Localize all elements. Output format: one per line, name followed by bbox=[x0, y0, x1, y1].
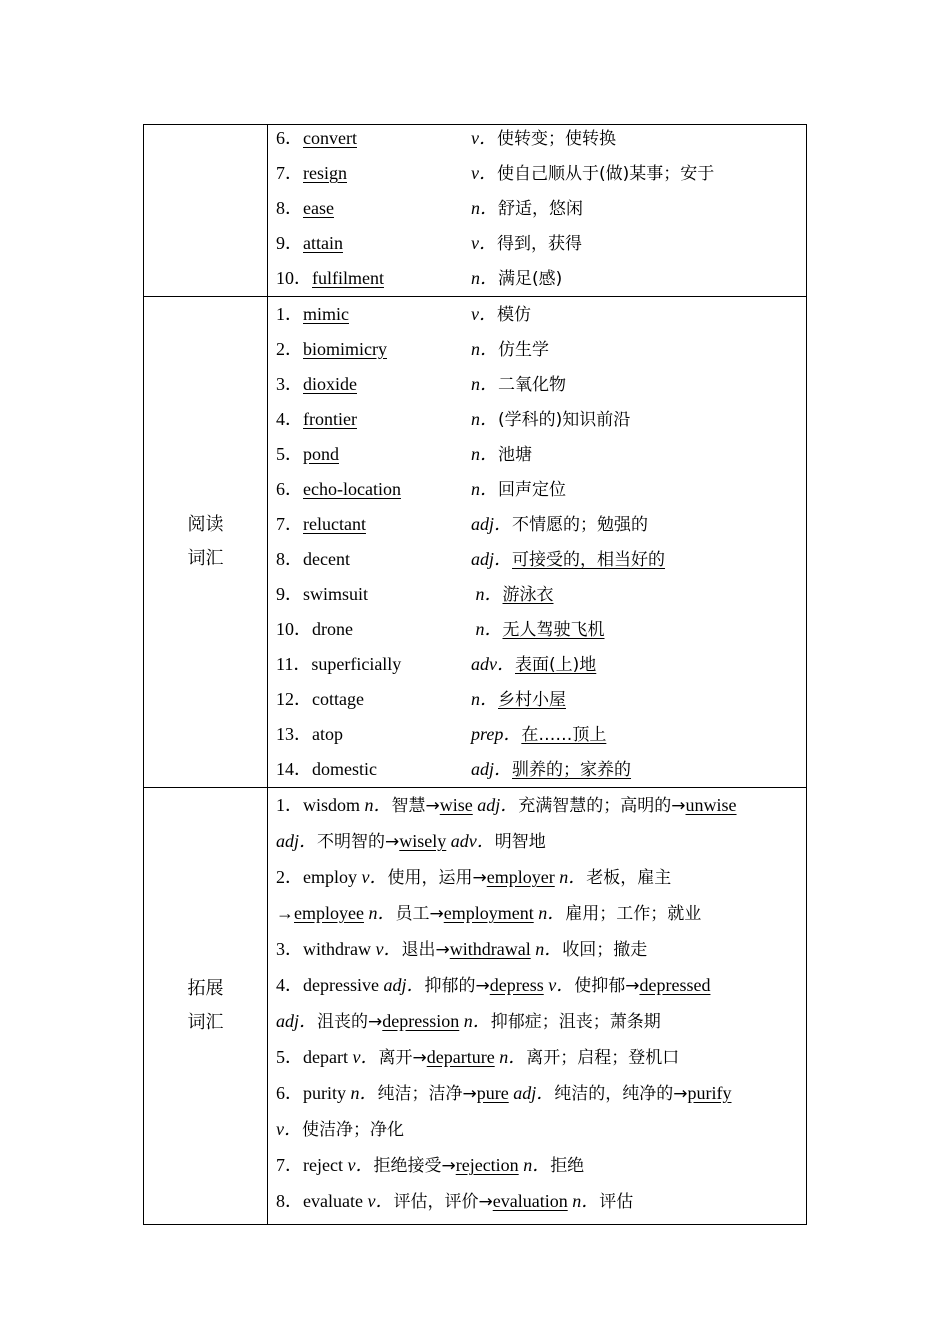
item-number: 2． bbox=[276, 339, 303, 359]
word-family-line: 1．wisdom n．智慧→wise adj．充满智慧的；高明的→unwise bbox=[276, 795, 737, 816]
item-number: 3． bbox=[276, 374, 303, 394]
section-label-line: 词汇 bbox=[187, 1012, 224, 1033]
part-of-speech: prep． bbox=[471, 724, 522, 744]
vocab-word: biomimicry bbox=[303, 339, 387, 359]
vocab-row bbox=[276, 226, 806, 261]
item-number: 7． bbox=[276, 514, 303, 534]
vocab-word: fulfilment bbox=[312, 268, 384, 288]
vocab-word: frontier bbox=[303, 409, 357, 429]
item-number: 6． bbox=[276, 479, 303, 499]
vocab-row bbox=[276, 612, 806, 647]
vocab-row bbox=[276, 121, 806, 156]
vocab-row bbox=[276, 472, 806, 507]
vocab-word: pond bbox=[303, 444, 339, 464]
part-of-speech: n． bbox=[471, 444, 498, 464]
vocab-word: dioxide bbox=[303, 374, 357, 394]
answer-word: wisely bbox=[399, 831, 447, 851]
answer-word: evaluation bbox=[492, 1191, 568, 1211]
vocab-word: drone bbox=[312, 619, 353, 639]
vocab-row bbox=[276, 577, 806, 612]
part-of-speech: n． bbox=[475, 584, 503, 604]
item-number: 9． bbox=[276, 233, 303, 253]
section-content bbox=[268, 125, 806, 296]
word-family-line: adj．不明智的→wisely adv．明智地 bbox=[276, 831, 546, 852]
vocab-row bbox=[276, 682, 806, 717]
item-number: 9． bbox=[276, 584, 303, 604]
meaning-answer: 可接受的，相当好的 bbox=[512, 550, 666, 570]
word-family-line: v．使洁净；净化 bbox=[276, 1119, 404, 1140]
word-family-line: →employee n．员工→employment n．雇用；工作；就业 bbox=[276, 903, 702, 924]
item-number: 6． bbox=[276, 128, 303, 148]
answer-word: withdrawal bbox=[449, 939, 531, 959]
part-of-speech: v． bbox=[471, 128, 497, 148]
section-reading-vocabulary bbox=[144, 296, 806, 787]
part-of-speech: n． bbox=[475, 619, 503, 639]
item-number: 14． bbox=[276, 759, 312, 779]
part-of-speech: n． bbox=[471, 409, 498, 429]
meaning-answer: 驯养的；家养的 bbox=[512, 760, 632, 780]
word-family-line: 8．evaluate v．评估，评价→evaluation n．评估 bbox=[276, 1191, 634, 1212]
vocab-word: resign bbox=[303, 163, 347, 183]
vocab-word: decent bbox=[303, 549, 350, 569]
vocab-row bbox=[276, 261, 806, 296]
section-label bbox=[144, 788, 268, 1224]
vocab-row bbox=[276, 402, 806, 437]
section-extended-vocabulary bbox=[144, 787, 806, 1224]
part-of-speech: v． bbox=[471, 163, 497, 183]
answer-word: purify bbox=[687, 1083, 732, 1103]
vocab-row bbox=[276, 507, 806, 542]
meaning: 舒适，悠闲 bbox=[498, 199, 583, 219]
word-family-line: 2．employ v．使用，运用→employer n．老板，雇主 bbox=[276, 867, 672, 888]
item-number: 8． bbox=[276, 198, 303, 218]
answer-word: pure bbox=[476, 1083, 509, 1103]
meaning-answer: 在……顶上 bbox=[521, 725, 607, 745]
word-family-line: 6．purity n．纯洁；洁净→pure adj．纯洁的，纯净的→purify bbox=[276, 1083, 732, 1104]
answer-word: employee bbox=[294, 903, 364, 923]
section-content bbox=[268, 788, 806, 1224]
word-family-line: 7．reject v．拒绝接受→rejection n．拒绝 bbox=[276, 1155, 585, 1176]
vocab-word: superficially bbox=[311, 654, 402, 674]
vocab-word: mimic bbox=[303, 304, 349, 324]
part-of-speech: n． bbox=[471, 479, 498, 499]
vocab-word: echo-location bbox=[303, 479, 401, 499]
answer-word: departure bbox=[426, 1047, 495, 1067]
item-number: 13． bbox=[276, 724, 312, 744]
meaning-answer: 无人驾驶飞机 bbox=[502, 620, 605, 640]
part-of-speech: n． bbox=[471, 689, 498, 709]
item-number: 11． bbox=[276, 654, 312, 674]
meaning: 得到，获得 bbox=[497, 234, 582, 254]
meaning: 回声定位 bbox=[498, 480, 566, 500]
item-number: 4． bbox=[276, 409, 303, 429]
vocab-row bbox=[276, 752, 806, 787]
vocab-row bbox=[276, 156, 806, 191]
meaning-answer: 游泳衣 bbox=[502, 585, 554, 605]
vocab-row bbox=[276, 191, 806, 226]
item-number: 7． bbox=[276, 163, 303, 183]
answer-word: unwise bbox=[685, 795, 737, 815]
meaning: 模仿 bbox=[497, 305, 531, 325]
item-number: 12． bbox=[276, 689, 312, 709]
section-label bbox=[144, 297, 268, 787]
item-number: 10． bbox=[276, 268, 312, 288]
vocab-word: atop bbox=[312, 724, 343, 744]
vocab-row bbox=[276, 542, 806, 577]
vocabulary-table bbox=[143, 124, 807, 1225]
part-of-speech: adj． bbox=[471, 759, 513, 779]
vocab-word: domestic bbox=[312, 759, 377, 779]
vocab-word: cottage bbox=[312, 689, 364, 709]
part-of-speech: n． bbox=[471, 268, 498, 288]
meaning: 不情愿的；勉强的 bbox=[512, 515, 649, 535]
vocab-row bbox=[276, 647, 806, 682]
meaning: 二氧化物 bbox=[498, 375, 566, 395]
meaning: 仿生学 bbox=[498, 340, 549, 360]
answer-word: employer bbox=[486, 867, 555, 887]
answer-word: wise bbox=[439, 795, 473, 815]
part-of-speech: adj． bbox=[471, 549, 513, 569]
meaning-answer: 表面(上)地 bbox=[515, 655, 597, 675]
vocab-row bbox=[276, 332, 806, 367]
item-number: 5． bbox=[276, 444, 303, 464]
word-family-line: 5．depart v．离开→departure n．离开；启程；登机口 bbox=[276, 1047, 680, 1068]
part-of-speech: n． bbox=[471, 339, 498, 359]
meaning: 使自己顺从于(做)某事；安于 bbox=[497, 164, 715, 184]
section-label-line: 阅读 bbox=[187, 514, 224, 535]
vocab-row bbox=[276, 367, 806, 402]
item-number: 10． bbox=[276, 619, 312, 639]
word-family-line: 4．depressive adj．抑郁的→depress v．使抑郁→depressed bbox=[276, 975, 711, 996]
answer-word: depress bbox=[489, 975, 544, 995]
section-label-line: 拓展 bbox=[187, 978, 224, 999]
vocab-word: attain bbox=[303, 233, 343, 253]
vocab-word: reluctant bbox=[303, 514, 366, 534]
item-number: 1． bbox=[276, 304, 303, 324]
meaning: 使转变；使转换 bbox=[497, 129, 616, 149]
answer-word: depressed bbox=[639, 975, 711, 995]
vocab-row bbox=[276, 717, 806, 752]
vocab-word: convert bbox=[303, 128, 357, 148]
vocab-row bbox=[276, 437, 806, 472]
vocab-word: ease bbox=[303, 198, 334, 218]
part-of-speech: v． bbox=[471, 233, 497, 253]
meaning: 满足(感) bbox=[498, 269, 563, 289]
meaning-answer: 乡村小屋 bbox=[498, 690, 566, 710]
answer-word: rejection bbox=[455, 1155, 519, 1175]
vocab-word: swimsuit bbox=[303, 584, 369, 604]
meaning: (学科的)知识前沿 bbox=[498, 410, 631, 430]
answer-word: employment bbox=[443, 903, 534, 923]
section-continued bbox=[144, 125, 806, 296]
item-number: 8． bbox=[276, 549, 303, 569]
part-of-speech: adj． bbox=[471, 514, 513, 534]
section-label-line: 词汇 bbox=[187, 548, 224, 569]
word-family-line: 3．withdraw v．退出→withdrawal n．收回；撤走 bbox=[276, 939, 648, 960]
vocab-row bbox=[276, 297, 806, 332]
word-family-line: adj．沮丧的→depression n．抑郁症；沮丧；萧条期 bbox=[276, 1011, 661, 1032]
part-of-speech: adv． bbox=[471, 654, 515, 674]
part-of-speech: n． bbox=[471, 198, 498, 218]
answer-word: depression bbox=[382, 1011, 460, 1031]
meaning: 池塘 bbox=[498, 445, 532, 465]
section-label-empty bbox=[144, 125, 268, 296]
part-of-speech: v． bbox=[471, 304, 497, 324]
section-content bbox=[268, 297, 806, 787]
part-of-speech: n． bbox=[471, 374, 498, 394]
